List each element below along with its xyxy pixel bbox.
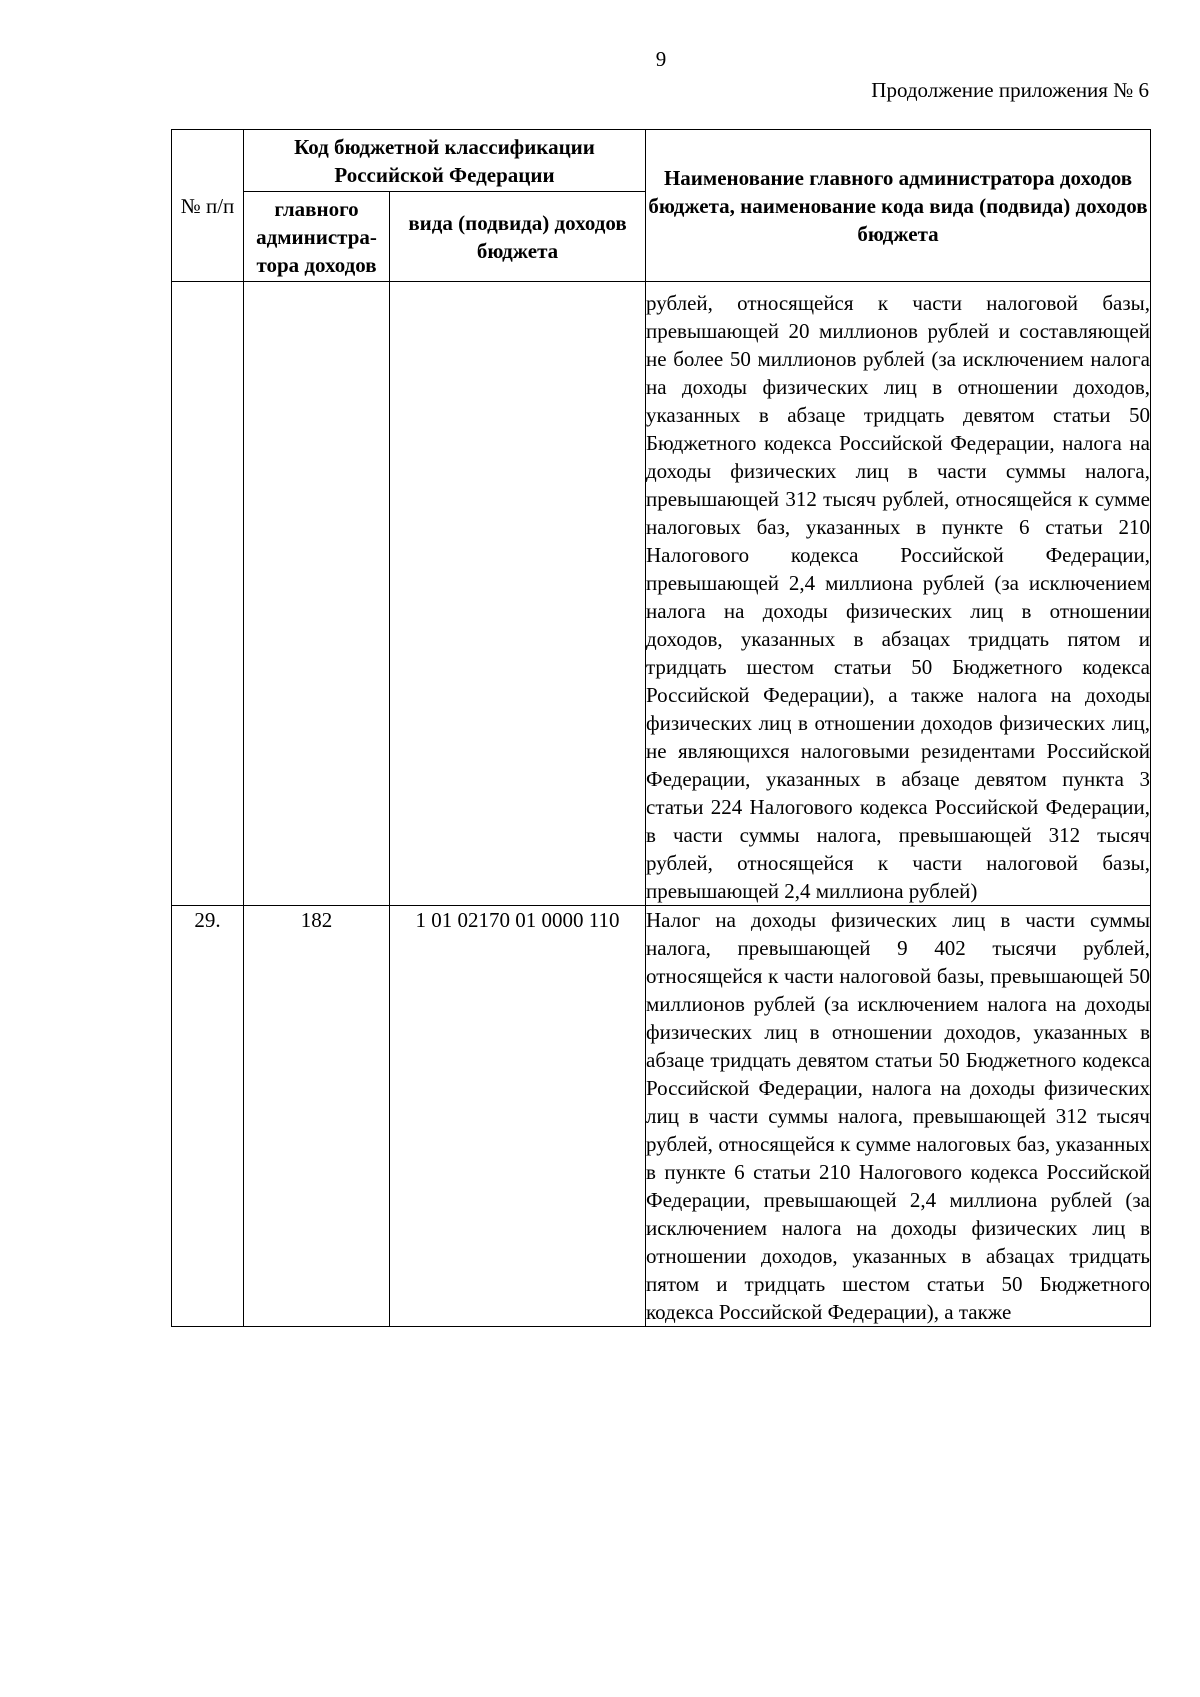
table-header [172,130,1151,282]
row-administrator-code: 182 [244,906,390,1327]
appendix-continuation-label: Продолжение приложения № 6 [871,78,1149,102]
table-row [172,906,1151,1327]
row-number: 29. [172,906,244,1327]
row-income-type-code [390,282,646,906]
row-description: Налог на доходы физических лиц в части суммы налога, превышающей 9 402 тысячи рублей, относящейся к части налоговой базы, превышающей 50 миллионов рублей (за исключением налога на доходы физических лиц в отношении доходов, указанных в абзаце тридцать девятом статьи 50 Бюджетного кодекса Российской Федерации, налога на доходы физических лиц в части суммы налога, превышающей 312 тысяч рублей, относящейся к сумме налоговых баз, указанных в пункте 6 статьи 210 Налогового кодекса Российской Федерации, превышающей 2,4 миллиона рублей (за исключением налога на доходы физических лиц в отношении доходов, указанных в абзацах тридцать пятом и тридцать шестом статьи 50 Бюджетного кодекса Российской Федерации), а также [646,906,1151,1327]
header-name: Наименование главного администратора доходов бюджета, наименование кода вида (подвида) доходов бюджета [646,130,1151,282]
header-main-administrator: главного администра-тора доходов [244,192,390,282]
row-number [172,282,244,906]
table-row [172,282,1151,906]
header-number: № п/п [172,130,244,282]
budget-classification-table [171,129,1151,1327]
header-classification-code: Код бюджетной классификации Российской Федерации [244,130,646,192]
row-description: рублей, относящейся к части налоговой базы, превышающей 20 миллионов рублей и составляющей не более 50 миллионов рублей (за исключением налога на доходы физических лиц в отношении доходов, указанных в абзаце тридцать девятом статьи 50 Бюджетного кодекса Российской Федерации, налога на доходы физических лиц в части суммы налога, превышающей 312 тысяч рублей, относящейся к сумме налоговых баз, указанных в пункте 6 статьи 210 Налогового кодекса Российской Федерации, превышающей 2,4 миллиона рублей (за исключением налога на доходы физических лиц в отношении доходов, указанных в абзацах тридцать пятом и тридцать шестом статьи 50 Бюджетного кодекса Российской Федерации), а также налога на доходы физических лиц в отношении доходов физических лиц, не являющихся налоговыми резидентами Российской Федерации, указанных в абзаце девятом пункта 3 статьи 224 Налогового кодекса Российской Федерации, в части суммы налога, превышающей 312 тысяч рублей, относящейся к части налоговой базы, превышающей 2,4 миллиона рублей) [646,282,1151,906]
page-number: 9 [655,47,667,71]
header-income-type: вида (подвида) доходов бюджета [390,192,646,282]
row-administrator-code [244,282,390,906]
row-income-type-code: 1 01 02170 01 0000 110 [390,906,646,1327]
